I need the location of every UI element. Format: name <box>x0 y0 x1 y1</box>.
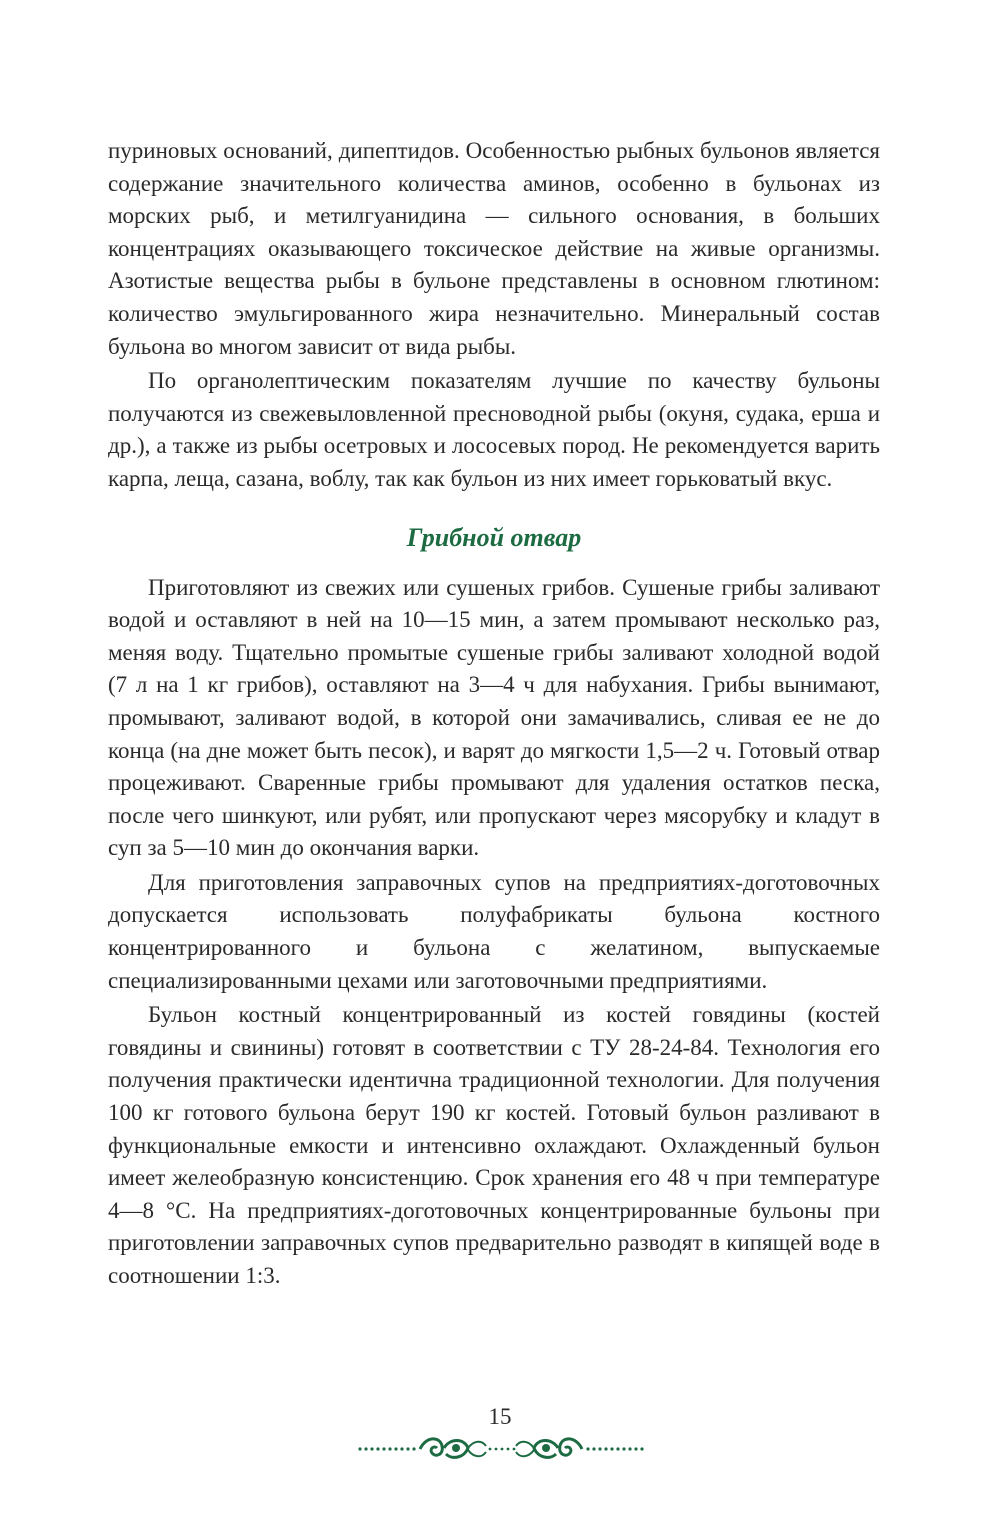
paragraph-mushroom-broth: Приготовляют из свежих или сушеных грибов. Сушеные грибы заливают водой и оставляют в ней на 10—15 мин, а затем промывают несколько раз, меняя воду. Тщательно промытые сушеные грибы заливают холодной водой (7 л на 1 кг грибов), оставляют на 3—4 ч для набухания. Грибы вынимают, промывают, заливают водой, в которой они замачивались, сливая ее не до конца (на дне может быть песок), и варят до мягкости 1,5—2 ч. Готовый отвар процеживают. Сваренные грибы промывают для удаления остатков песка, после чего шинкуют, или рубят, или пропускают через мясорубку и кладут в суп за 5—10 мин до окончания варки. <box>108 574 880 861</box>
paragraph-semi-finished: Для приготовления заправочных супов на предприятиях-доготовочных допускается использовать полуфабрикаты бульона костного концентрированного и бульона с желатином, выпускаемые специализированными цехами или заготовочными предприятиями. <box>108 869 880 993</box>
section-heading: Грибной отвар <box>406 522 582 552</box>
paragraph-continued: пуриновых оснований, дипептидов. Особенностью рыбных бульонов является содержание значительного количества аминов, особенно в бульонах из морских рыб, и метилгуанидина — сильного основания, в больших концентрациях оказывающего токсическое действие на живые организмы. Азотистые вещества рыбы в бульоне представлены в основном глютином: количество эмульгированного жира незначительно. Минеральный состав бульона во многом зависит от вида рыбы. <box>108 138 880 359</box>
ornament-divider-icon <box>356 1428 646 1470</box>
paragraph-organoleptic: По органолептическим показателям лучшие по качеству бульоны получаются из свежевыловленной пресноводной рыбы (окуня, судака, ерша и др.), а также из рыбы осетровых и лососевых пород. Не рекомендуется варить карпа, леща, сазана, воблу, так как бульон из них имеет горьковатый вкус. <box>108 368 880 491</box>
page-body <box>108 135 880 1293</box>
paragraph-bone-broth: Бульон костный концентрированный из костей говядины (костей говядины и свинины) готовят в соответствии с ТУ 28-24-84. Технология его получения практически идентична традиционной технологии. Для получения 100 кг готового бульона берут 190 кг костей. Готовый бульон разливают в функциональные емкости и интенсивно охлаждают. Охлажденный бульон имеет желеобразную консистенцию. Срок хранения его 48 ч при температуре 4—8 °C. На предприятиях-доготовочных концентрированные бульоны при приготовлении заправочных супов предварительно разводят в кипящей воде в соотношении 1:3. <box>108 1002 880 1288</box>
page-number: 15 <box>488 1404 512 1429</box>
